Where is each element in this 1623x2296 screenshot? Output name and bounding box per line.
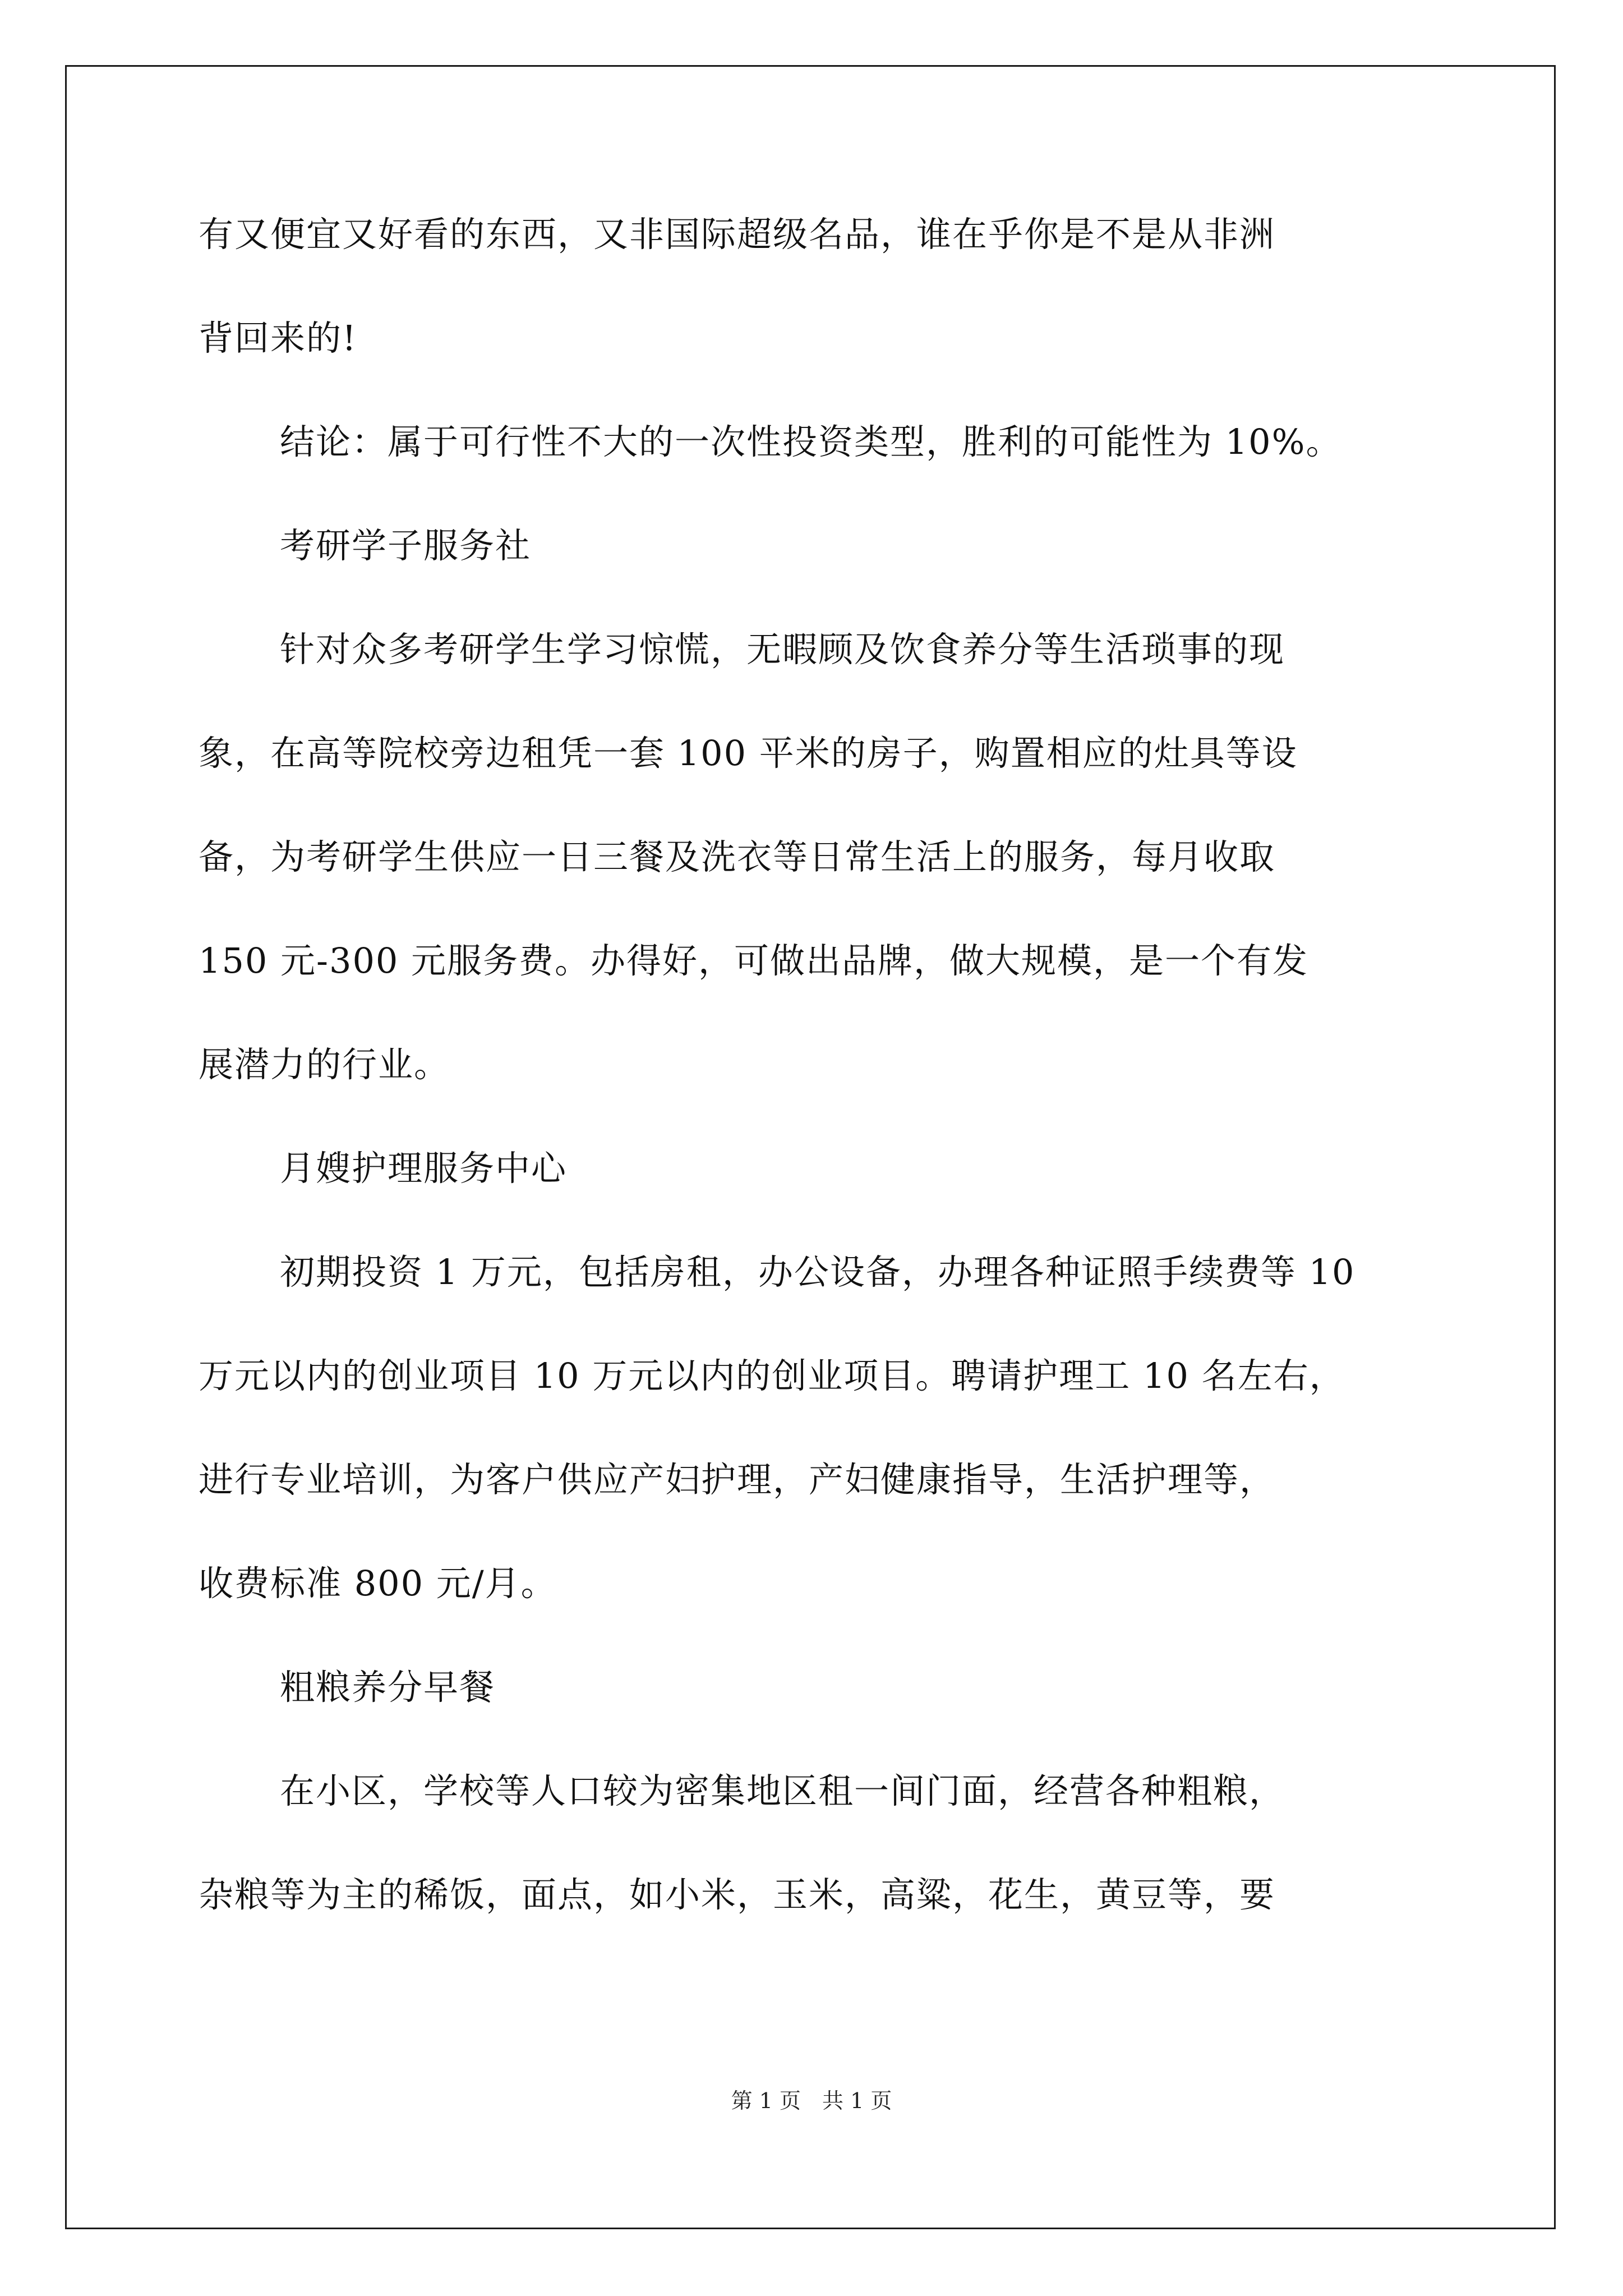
section-heading: 月嫂护理服务中心 bbox=[280, 1148, 568, 1189]
body-line: 收费标准 800 元/月。 bbox=[199, 1563, 557, 1604]
body-line: 进行专业培训，为客户供应产妇护理，产妇健康指导，生活护理等， bbox=[199, 1459, 1276, 1500]
body-line: 初期投资 1 万元，包括房租，办公设备，办理各种证照手续费等 10 bbox=[280, 1251, 1355, 1292]
page-number-footer: 第 1 页 共 1 页 bbox=[731, 2088, 892, 2113]
body-line: 背回来的! bbox=[199, 318, 357, 358]
body-line: 象，在高等院校旁边租凭一套 100 平米的房子，购置相应的灶具等设 bbox=[199, 733, 1298, 774]
body-line: 杂粮等为主的稀饭，面点，如小米，玉米，高粱，花生，黄豆等，要 bbox=[199, 1874, 1276, 1915]
body-line: 展潜力的行业。 bbox=[199, 1044, 450, 1085]
body-line: 有又便宜又好看的东西，又非国际超级名品，谁在乎你是不是从非洲 bbox=[199, 214, 1276, 255]
body-line: 针对众多考研学生学习惊慌，无暇顾及饮食养分等生活琐事的现 bbox=[280, 629, 1285, 670]
section-heading: 粗粮养分早餐 bbox=[280, 1667, 496, 1708]
body-line: 150 元-300 元服务费。办得好，可做出品牌，做大规模，是一个有发 bbox=[199, 940, 1309, 981]
body-line: 备，为考研学生供应一日三餐及洗衣等日常生活上的服务，每月收取 bbox=[199, 836, 1276, 877]
conclusion-paragraph: 结论：属于可行性不大的一次性投资类型，胜利的可能性为 10%。 bbox=[280, 421, 1342, 462]
body-line: 在小区，学校等人口较为密集地区租一间门面，经营各种粗粮， bbox=[280, 1770, 1285, 1811]
body-line: 万元以内的创业项目 10 万元以内的创业项目。聘请护理工 10 名左右， bbox=[199, 1355, 1345, 1396]
section-heading: 考研学子服务社 bbox=[280, 525, 532, 566]
